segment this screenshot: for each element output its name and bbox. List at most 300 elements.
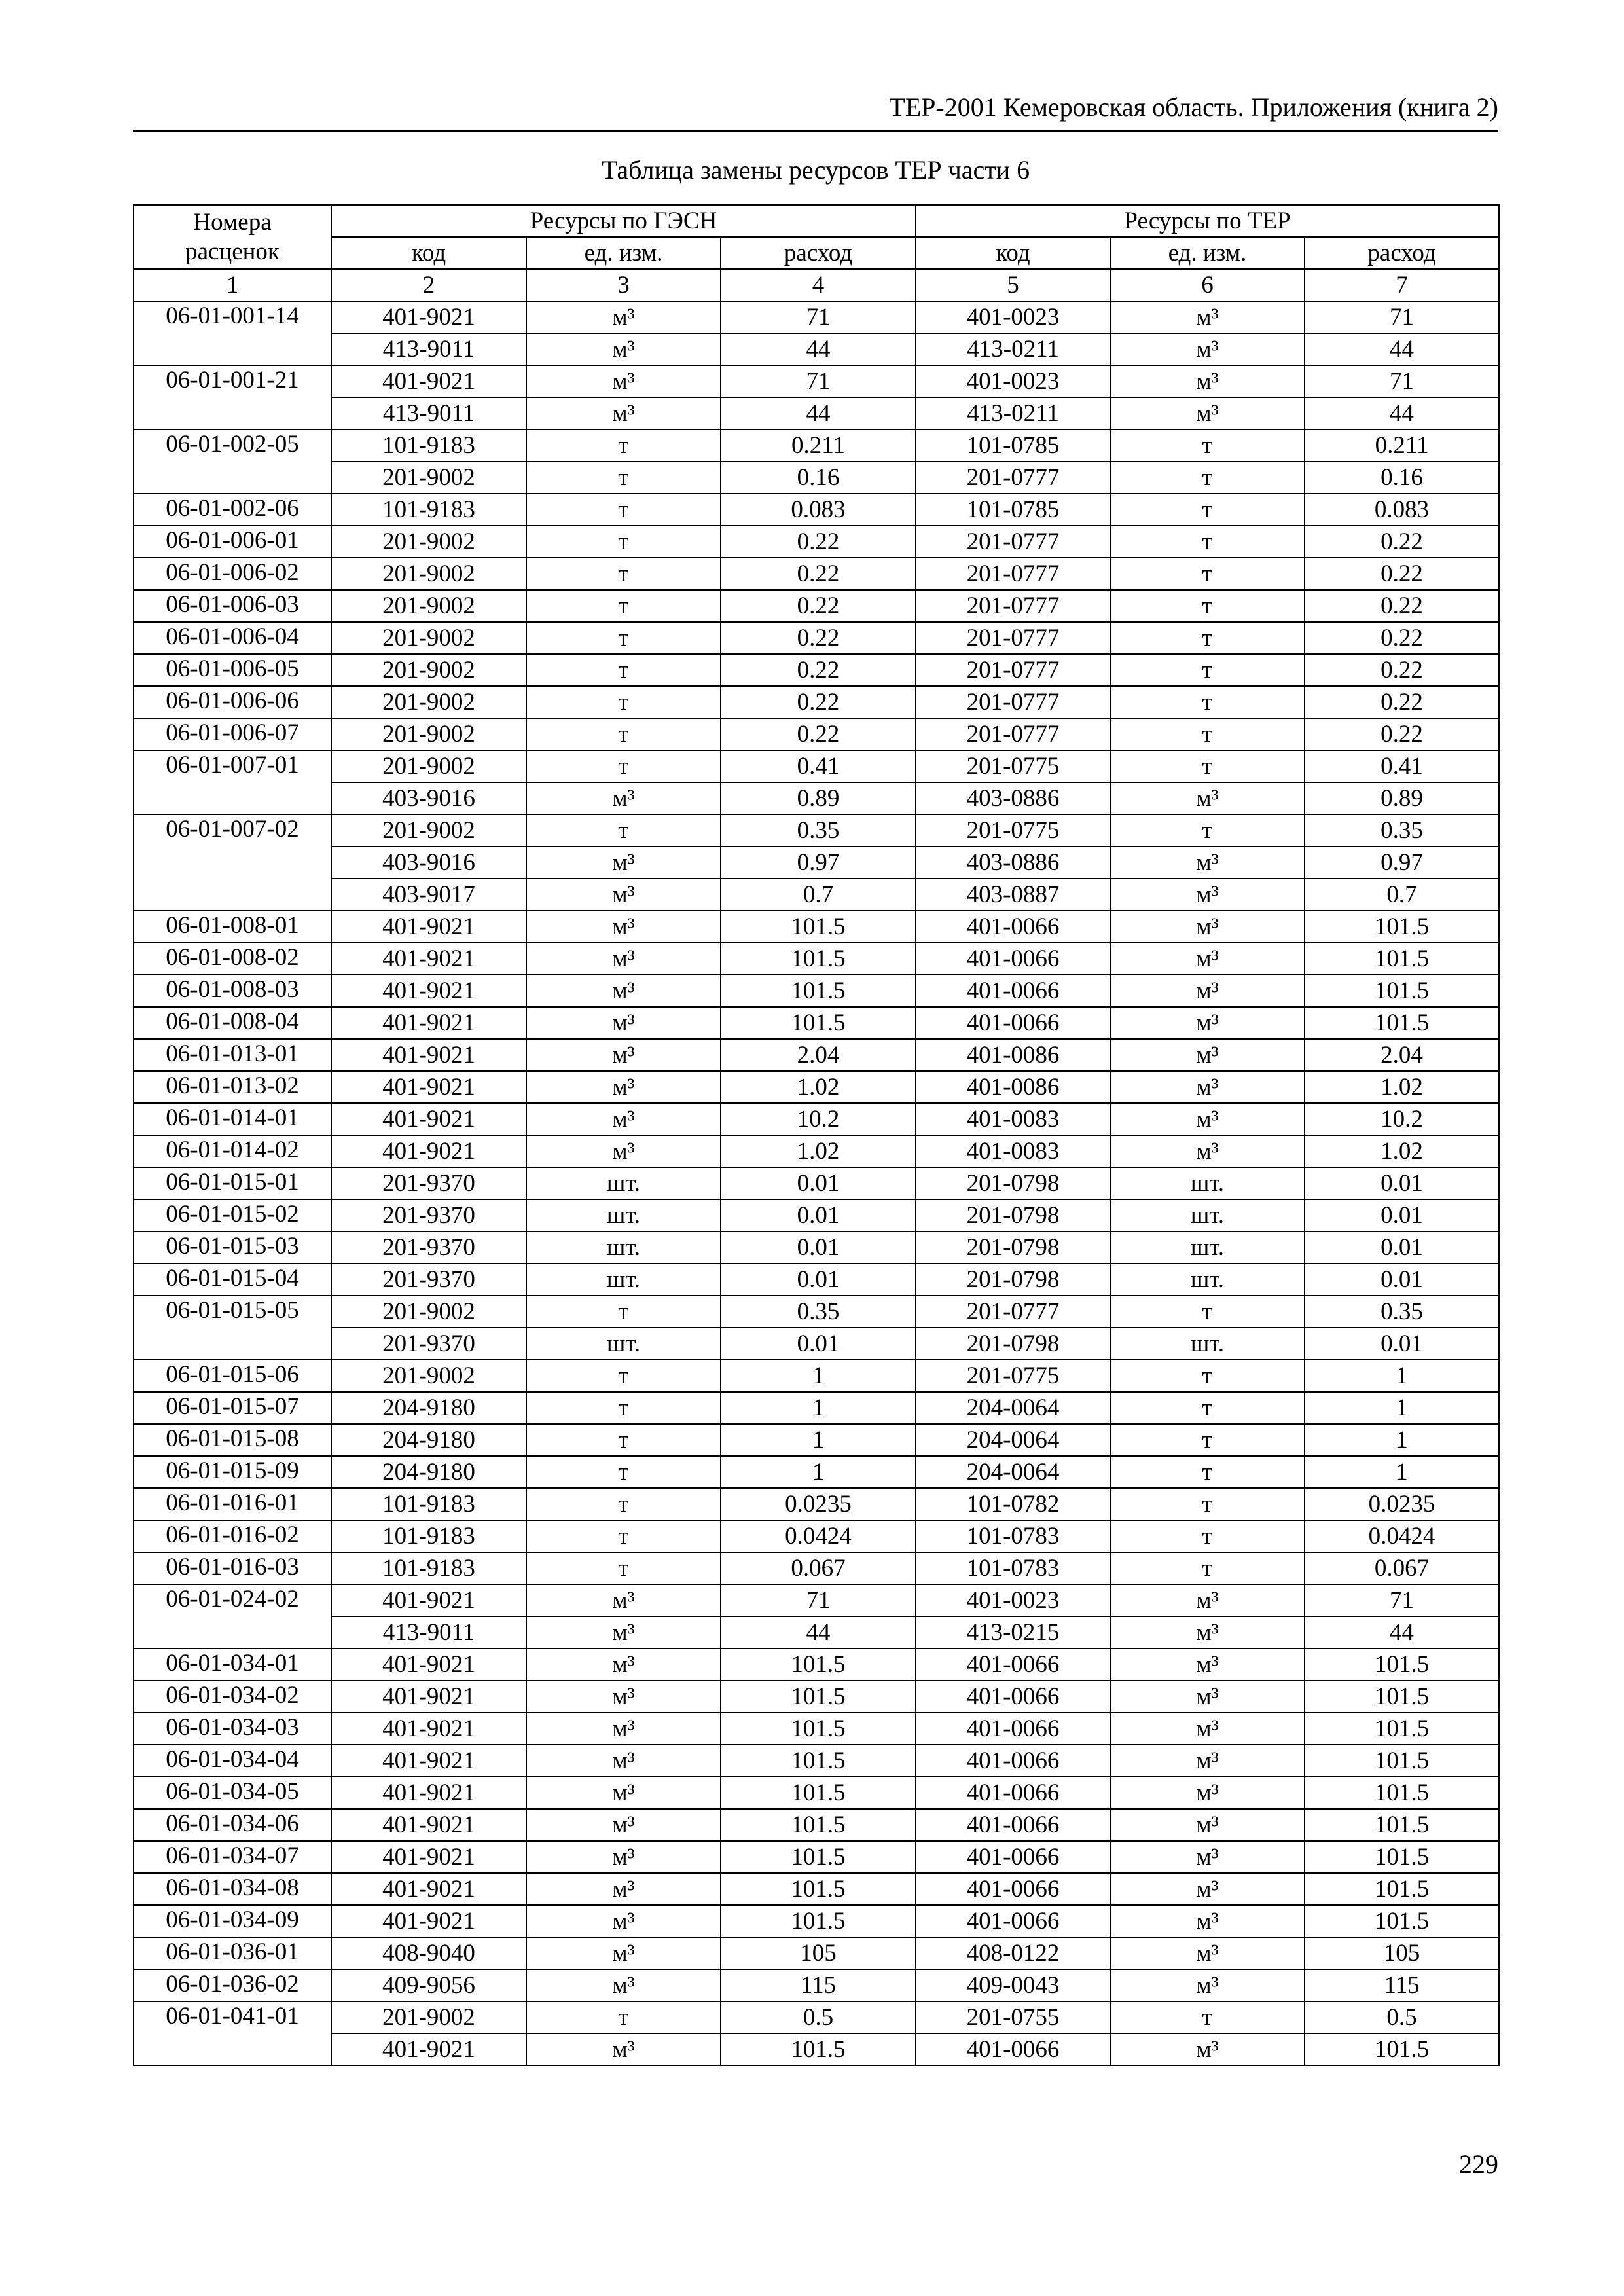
resource-replacement-table (133, 204, 1500, 2066)
gesn-amount: 0.0424 (721, 1520, 916, 1552)
ter-code: 101-0785 (916, 494, 1110, 526)
gesn-unit: м³ (526, 943, 721, 975)
gesn-code: 401-9021 (331, 1905, 526, 1937)
gesn-amount: 1 (721, 1360, 916, 1392)
ter-amount: 101.5 (1305, 1809, 1499, 1841)
rate-number: 06-01-015-02 (134, 1199, 331, 1231)
gesn-amount: 0.7 (721, 879, 916, 911)
ter-code: 201-0798 (916, 1264, 1110, 1296)
ter-code: 201-0777 (916, 558, 1110, 590)
group-header-ter: Ресурсы по ТЕР (916, 205, 1499, 237)
gesn-unit: т (526, 1296, 721, 1328)
ter-amount: 0.97 (1305, 847, 1499, 879)
rate-number: 06-01-001-14 (134, 301, 331, 333)
table-row (134, 1809, 1499, 1841)
ter-amount: 0.22 (1305, 622, 1499, 654)
ter-unit: м³ (1110, 301, 1305, 333)
ter-unit: т (1110, 622, 1305, 654)
ter-unit: т (1110, 1552, 1305, 1584)
ter-code: 401-0066 (916, 1809, 1110, 1841)
table-row (134, 1681, 1499, 1713)
gesn-amount: 0.22 (721, 718, 916, 750)
ter-amount: 1.02 (1305, 1071, 1499, 1103)
ter-unit: т (1110, 750, 1305, 782)
ter-unit: шт. (1110, 1231, 1305, 1264)
ter-code: 403-0886 (916, 847, 1110, 879)
table-row (134, 1488, 1499, 1520)
ter-amount: 0.89 (1305, 782, 1499, 814)
col-header-gesn-unit: ед. изм. (526, 237, 721, 269)
ter-code: 401-0066 (916, 975, 1110, 1007)
rate-number: 06-01-006-04 (134, 622, 331, 654)
gesn-code: 413-9011 (331, 333, 526, 365)
gesn-amount: 0.01 (721, 1199, 916, 1231)
ter-unit: м³ (1110, 1937, 1305, 1969)
gesn-code: 201-9002 (331, 814, 526, 847)
gesn-amount: 101.5 (721, 975, 916, 1007)
gesn-unit: т (526, 750, 721, 782)
table-row (134, 943, 1499, 975)
ter-amount: 0.211 (1305, 429, 1499, 462)
ter-code: 204-0064 (916, 1424, 1110, 1456)
ter-unit: т (1110, 1296, 1305, 1328)
gesn-code: 401-9021 (331, 1039, 526, 1071)
table-row (134, 1552, 1499, 1584)
ter-amount: 101.5 (1305, 1745, 1499, 1777)
gesn-code: 201-9370 (331, 1231, 526, 1264)
rate-number: 06-01-006-02 (134, 558, 331, 590)
rate-number: 06-01-016-02 (134, 1520, 331, 1552)
ter-code: 401-0066 (916, 1007, 1110, 1039)
rate-number: 06-01-006-03 (134, 590, 331, 622)
gesn-amount: 44 (721, 397, 916, 429)
table-row (134, 494, 1499, 526)
ter-amount: 0.0424 (1305, 1520, 1499, 1552)
ter-unit: м³ (1110, 1745, 1305, 1777)
rate-number: 06-01-014-01 (134, 1103, 331, 1135)
ter-amount: 101.5 (1305, 2033, 1499, 2066)
ter-code: 401-0023 (916, 1584, 1110, 1616)
gesn-unit: м³ (526, 1809, 721, 1841)
gesn-code: 401-9021 (331, 1071, 526, 1103)
ter-code: 401-0066 (916, 943, 1110, 975)
gesn-unit: м³ (526, 2033, 721, 2066)
gesn-unit: т (526, 590, 721, 622)
gesn-amount: 0.22 (721, 654, 916, 686)
ter-code: 401-0066 (916, 1873, 1110, 1905)
ter-unit: т (1110, 494, 1305, 526)
ter-code: 201-0777 (916, 686, 1110, 718)
ter-amount: 0.7 (1305, 879, 1499, 911)
gesn-unit: м³ (526, 365, 721, 397)
gesn-unit: т (526, 462, 721, 494)
gesn-code: 413-9011 (331, 397, 526, 429)
table-row (134, 1264, 1499, 1296)
ter-code: 409-0043 (916, 1969, 1110, 2001)
ter-amount: 0.16 (1305, 462, 1499, 494)
ter-unit: м³ (1110, 1809, 1305, 1841)
ter-unit: м³ (1110, 1905, 1305, 1937)
gesn-amount: 101.5 (721, 1713, 916, 1745)
ter-amount: 1 (1305, 1360, 1499, 1392)
table-row (134, 2001, 1499, 2033)
rate-number: 06-01-006-05 (134, 654, 331, 686)
gesn-code: 201-9002 (331, 1360, 526, 1392)
col-number: 1 (134, 269, 331, 301)
table-row (134, 1424, 1499, 1456)
ter-code: 401-0066 (916, 1681, 1110, 1713)
ter-code: 201-0798 (916, 1231, 1110, 1264)
ter-unit: м³ (1110, 1649, 1305, 1681)
ter-unit: т (1110, 654, 1305, 686)
ter-unit: м³ (1110, 782, 1305, 814)
ter-amount: 115 (1305, 1969, 1499, 2001)
table-row (134, 1071, 1499, 1103)
gesn-unit: м³ (526, 1713, 721, 1745)
gesn-unit: м³ (526, 1745, 721, 1777)
rate-number: 06-01-008-03 (134, 975, 331, 1007)
gesn-code: 101-9183 (331, 429, 526, 462)
gesn-unit: м³ (526, 301, 721, 333)
rate-number: 06-01-008-04 (134, 1007, 331, 1039)
gesn-amount: 0.01 (721, 1231, 916, 1264)
ter-unit: шт. (1110, 1328, 1305, 1360)
rate-number: 06-01-002-05 (134, 429, 331, 462)
gesn-amount: 0.16 (721, 462, 916, 494)
rate-number: 06-01-034-03 (134, 1713, 331, 1745)
gesn-amount: 101.5 (721, 1745, 916, 1777)
table-body (134, 301, 1499, 2066)
col-header-ter-code: код (916, 237, 1110, 269)
rate-number: 06-01-014-02 (134, 1135, 331, 1167)
ter-amount: 0.067 (1305, 1552, 1499, 1584)
ter-unit: шт. (1110, 1199, 1305, 1231)
ter-amount: 0.22 (1305, 590, 1499, 622)
table-row (134, 686, 1499, 718)
gesn-amount: 101.5 (721, 1777, 916, 1809)
ter-unit: м³ (1110, 1873, 1305, 1905)
ter-amount: 71 (1305, 365, 1499, 397)
running-header: ТЕР-2001 Кемеровская область. Приложения (книга 2) (889, 92, 1498, 122)
gesn-unit: т (526, 718, 721, 750)
ter-code: 201-0798 (916, 1199, 1110, 1231)
gesn-code: 401-9021 (331, 943, 526, 975)
gesn-amount: 44 (721, 1616, 916, 1649)
table-row (134, 975, 1499, 1007)
ter-amount: 2.04 (1305, 1039, 1499, 1071)
gesn-code: 401-9021 (331, 1584, 526, 1616)
gesn-code: 201-9002 (331, 1296, 526, 1328)
ter-unit: м³ (1110, 2033, 1305, 2066)
ter-unit: т (1110, 558, 1305, 590)
gesn-unit: м³ (526, 782, 721, 814)
ter-code: 408-0122 (916, 1937, 1110, 1969)
table-row (134, 718, 1499, 750)
gesn-amount: 71 (721, 1584, 916, 1616)
ter-amount: 0.083 (1305, 494, 1499, 526)
rate-number: 06-01-006-06 (134, 686, 331, 718)
col-number: 7 (1305, 269, 1499, 301)
rate-number: 06-01-034-05 (134, 1777, 331, 1809)
gesn-unit: т (526, 622, 721, 654)
ter-code: 413-0211 (916, 333, 1110, 365)
rate-number: 06-01-034-04 (134, 1745, 331, 1777)
gesn-unit: т (526, 558, 721, 590)
gesn-code: 401-9021 (331, 1841, 526, 1873)
rate-number: 06-01-015-08 (134, 1424, 331, 1456)
ter-unit: т (1110, 814, 1305, 847)
ter-unit: м³ (1110, 1713, 1305, 1745)
gesn-code: 401-9021 (331, 975, 526, 1007)
ter-amount: 105 (1305, 1937, 1499, 1969)
gesn-code: 401-9021 (331, 301, 526, 333)
ter-amount: 101.5 (1305, 1713, 1499, 1745)
gesn-amount: 1 (721, 1456, 916, 1488)
ter-unit: т (1110, 462, 1305, 494)
table-row (134, 1745, 1499, 1777)
gesn-amount: 101.5 (721, 1841, 916, 1873)
ter-amount: 101.5 (1305, 975, 1499, 1007)
table-row (134, 1360, 1499, 1392)
rate-number: 06-01-015-07 (134, 1392, 331, 1424)
gesn-amount: 101.5 (721, 943, 916, 975)
ter-amount: 44 (1305, 333, 1499, 365)
gesn-amount: 0.22 (721, 590, 916, 622)
col-header-gesn-amount: расход (721, 237, 916, 269)
rate-number: 06-01-006-01 (134, 526, 331, 558)
gesn-amount: 1.02 (721, 1071, 916, 1103)
gesn-amount: 0.22 (721, 686, 916, 718)
gesn-unit: м³ (526, 1649, 721, 1681)
ter-code: 401-0066 (916, 1905, 1110, 1937)
gesn-code: 401-9021 (331, 365, 526, 397)
table-row (134, 2033, 1499, 2066)
table-row (134, 879, 1499, 911)
gesn-code: 101-9183 (331, 494, 526, 526)
table-row (134, 1199, 1499, 1231)
gesn-unit: м³ (526, 1937, 721, 1969)
gesn-code: 201-9002 (331, 590, 526, 622)
gesn-amount: 1 (721, 1424, 916, 1456)
gesn-code: 201-9002 (331, 462, 526, 494)
ter-unit: м³ (1110, 1103, 1305, 1135)
table-row (134, 301, 1499, 333)
col-number: 2 (331, 269, 526, 301)
ter-amount: 71 (1305, 1584, 1499, 1616)
ter-amount: 101.5 (1305, 1873, 1499, 1905)
ter-code: 201-0777 (916, 654, 1110, 686)
gesn-amount: 0.01 (721, 1167, 916, 1199)
gesn-amount: 44 (721, 333, 916, 365)
gesn-code: 201-9002 (331, 686, 526, 718)
gesn-unit: м³ (526, 1039, 721, 1071)
gesn-code: 201-9370 (331, 1264, 526, 1296)
table-row (134, 590, 1499, 622)
table-row (134, 1039, 1499, 1071)
gesn-unit: м³ (526, 1905, 721, 1937)
gesn-unit: м³ (526, 1007, 721, 1039)
table-row (134, 814, 1499, 847)
ter-unit: м³ (1110, 1071, 1305, 1103)
table-row (134, 1713, 1499, 1745)
gesn-code: 201-9002 (331, 718, 526, 750)
ter-amount: 0.41 (1305, 750, 1499, 782)
col-header-ter-unit: ед. изм. (1110, 237, 1305, 269)
gesn-code: 201-9002 (331, 2001, 526, 2033)
ter-unit: т (1110, 1392, 1305, 1424)
ter-code: 401-0066 (916, 2033, 1110, 2066)
ter-amount: 0.5 (1305, 2001, 1499, 2033)
gesn-amount: 0.01 (721, 1328, 916, 1360)
ter-amount: 44 (1305, 397, 1499, 429)
rate-number: 06-01-002-06 (134, 494, 331, 526)
ter-amount: 44 (1305, 1616, 1499, 1649)
gesn-amount: 0.5 (721, 2001, 916, 2033)
ter-unit: т (1110, 1520, 1305, 1552)
ter-code: 401-0066 (916, 1777, 1110, 1809)
ter-unit: м³ (1110, 879, 1305, 911)
rate-number (134, 462, 331, 494)
gesn-code: 204-9180 (331, 1424, 526, 1456)
ter-amount: 0.35 (1305, 814, 1499, 847)
gesn-amount: 1.02 (721, 1135, 916, 1167)
gesn-code: 401-9021 (331, 1007, 526, 1039)
gesn-amount: 0.083 (721, 494, 916, 526)
gesn-code: 201-9370 (331, 1167, 526, 1199)
ter-unit: т (1110, 686, 1305, 718)
gesn-code: 204-9180 (331, 1392, 526, 1424)
group-header-gesn: Ресурсы по ГЭСН (331, 205, 916, 237)
gesn-amount: 0.22 (721, 526, 916, 558)
ter-code: 401-0066 (916, 1841, 1110, 1873)
col-header-gesn-code: код (331, 237, 526, 269)
ter-amount: 71 (1305, 301, 1499, 333)
rate-number: 06-01-034-01 (134, 1649, 331, 1681)
col-number: 5 (916, 269, 1110, 301)
ter-code: 201-0777 (916, 526, 1110, 558)
ter-code: 403-0886 (916, 782, 1110, 814)
gesn-unit: м³ (526, 1071, 721, 1103)
gesn-code: 201-9370 (331, 1199, 526, 1231)
ter-code: 204-0064 (916, 1456, 1110, 1488)
ter-amount: 101.5 (1305, 1007, 1499, 1039)
gesn-amount: 2.04 (721, 1039, 916, 1071)
ter-code: 201-0775 (916, 1360, 1110, 1392)
ter-amount: 0.0235 (1305, 1488, 1499, 1520)
rate-number: 06-01-015-03 (134, 1231, 331, 1264)
gesn-code: 403-9016 (331, 847, 526, 879)
col-number: 3 (526, 269, 721, 301)
rate-number (134, 397, 331, 429)
ter-code: 401-0023 (916, 301, 1110, 333)
gesn-unit: т (526, 429, 721, 462)
ter-unit: м³ (1110, 911, 1305, 943)
rate-number: 06-01-041-01 (134, 2001, 331, 2033)
ter-unit: шт. (1110, 1167, 1305, 1199)
ter-amount: 101.5 (1305, 1841, 1499, 1873)
ter-code: 201-0777 (916, 622, 1110, 654)
rate-number: 06-01-034-09 (134, 1905, 331, 1937)
gesn-amount: 0.35 (721, 814, 916, 847)
rate-number: 06-01-016-01 (134, 1488, 331, 1520)
table-row (134, 558, 1499, 590)
gesn-unit: т (526, 1520, 721, 1552)
rate-number: 06-01-015-05 (134, 1296, 331, 1328)
table-row (134, 1296, 1499, 1328)
gesn-code: 101-9183 (331, 1520, 526, 1552)
ter-amount: 101.5 (1305, 911, 1499, 943)
col-number: 6 (1110, 269, 1305, 301)
gesn-unit: шт. (526, 1199, 721, 1231)
table-row (134, 911, 1499, 943)
ter-code: 401-0083 (916, 1103, 1110, 1135)
ter-amount: 101.5 (1305, 1905, 1499, 1937)
gesn-unit: т (526, 494, 721, 526)
rate-number: 06-01-007-01 (134, 750, 331, 782)
ter-amount: 0.22 (1305, 526, 1499, 558)
ter-unit: т (1110, 1360, 1305, 1392)
rate-number: 06-01-001-21 (134, 365, 331, 397)
gesn-amount: 101.5 (721, 1681, 916, 1713)
table-row (134, 1328, 1499, 1360)
ter-unit: м³ (1110, 943, 1305, 975)
rate-number: 06-01-013-01 (134, 1039, 331, 1071)
gesn-unit: м³ (526, 1681, 721, 1713)
ter-code: 201-0798 (916, 1328, 1110, 1360)
gesn-amount: 71 (721, 301, 916, 333)
table-row (134, 1103, 1499, 1135)
ter-code: 401-0023 (916, 365, 1110, 397)
ter-unit: т (1110, 2001, 1305, 2033)
gesn-code: 204-9180 (331, 1456, 526, 1488)
rate-number (134, 2033, 331, 2066)
ter-unit: м³ (1110, 1841, 1305, 1873)
gesn-code: 409-9056 (331, 1969, 526, 2001)
rate-number: 06-01-015-01 (134, 1167, 331, 1199)
ter-code: 201-0775 (916, 814, 1110, 847)
ter-code: 201-0777 (916, 1296, 1110, 1328)
table-row (134, 750, 1499, 782)
table-row (134, 462, 1499, 494)
gesn-amount: 0.22 (721, 558, 916, 590)
ter-unit: м³ (1110, 975, 1305, 1007)
gesn-unit: м³ (526, 333, 721, 365)
gesn-amount: 0.41 (721, 750, 916, 782)
gesn-amount: 101.5 (721, 1649, 916, 1681)
gesn-unit: м³ (526, 1873, 721, 1905)
ter-code: 201-0775 (916, 750, 1110, 782)
rate-number: 06-01-034-08 (134, 1873, 331, 1905)
rate-number: 06-01-013-02 (134, 1071, 331, 1103)
gesn-unit: т (526, 1360, 721, 1392)
ter-code: 401-0066 (916, 1745, 1110, 1777)
ter-code: 401-0066 (916, 1713, 1110, 1745)
gesn-unit: м³ (526, 1135, 721, 1167)
ter-code: 204-0064 (916, 1392, 1110, 1424)
rate-number: 06-01-036-02 (134, 1969, 331, 2001)
gesn-code: 101-9183 (331, 1552, 526, 1584)
ter-unit: т (1110, 590, 1305, 622)
ter-code: 403-0887 (916, 879, 1110, 911)
ter-unit: м³ (1110, 1681, 1305, 1713)
gesn-unit: м³ (526, 975, 721, 1007)
col-header-ter-amount: расход (1305, 237, 1499, 269)
table-row (134, 1905, 1499, 1937)
gesn-code: 201-9002 (331, 750, 526, 782)
ter-amount: 101.5 (1305, 1777, 1499, 1809)
rate-number: 06-01-036-01 (134, 1937, 331, 1969)
gesn-amount: 0.89 (721, 782, 916, 814)
